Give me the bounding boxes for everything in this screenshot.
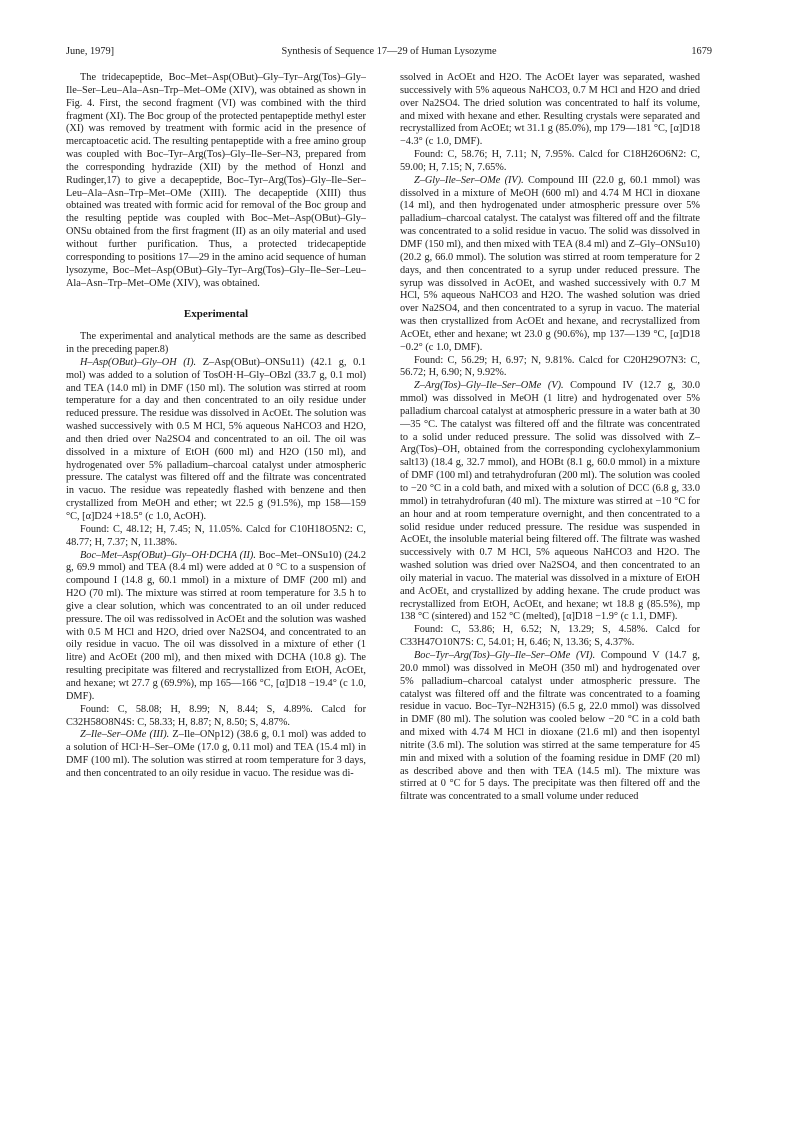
- compound-v-analysis: Found: C, 53.86; H, 6.52; N, 13.29; S, 4.58%. Calcd for C33H47O10N7S: C, 54.01; H, 6.46; N, 13.36; S, 4.37%.: [400, 624, 700, 649]
- compound-i-title: H–Asp(OBut)–Gly–OH (I).: [80, 356, 197, 368]
- compound-iv-analysis: Found: C, 56.29; H, 6.97; N, 9.81%. Calcd for C20H29O7N3: C, 56.72; H, 6.90; N, 9.92%.: [400, 354, 700, 379]
- compound-ii-text: Boc–Met–ONSu10) (24.2 g, 69.9 mmol) and TEA (8.4 ml) were added at 0 °C to a suspension of compound I (14.8 g, 60.1 mmol) in a mixture of DMF (200 ml) and H2O (70 ml). The mixture was stirred at room temperature for 3.5 h to give a clear solution, which was concentrated to an oil under reduced pressure. The oil was redissolved in AcOEt and the solution was washed with 0.5 M HCl and H2O, dried over Na2SO4, and concentrated to an oily residue in vacuo. The oil was dissolved in a mixture of ether (1 litre) and AcOEt (200 ml), and then mixed with DCHA (10.8 g). The resulting precipitate was filtered and recrystallized from EtOH, AcOEt, and hexane; wt 27.7 g (69.9%), mp 165—166 °C, [α]D18 −19.4° (c 1.0, DMF).: [66, 549, 366, 702]
- running-title: Synthesis of Sequence 17—29 of Human Lysozyme: [281, 46, 497, 57]
- journal-date: June, 1979]: [66, 46, 115, 57]
- compound-vi-title: Boc–Tyr–Arg(Tos)–Gly–Ile–Ser–OMe (VI).: [414, 649, 596, 661]
- compound-i-analysis: Found: C, 48.12; H, 7.45; N, 11.05%. Calcd for C10H18O5N2: C, 48.77; H, 7.37; N, 11.38%.: [66, 523, 366, 548]
- compound-iv-title: Z–Gly–Ile–Ser–OMe (IV).: [414, 174, 524, 186]
- compound-iii-title: Z–Ile–Ser–OMe (III).: [80, 729, 170, 741]
- compound-vi-paragraph: [400, 650, 700, 804]
- compound-vi-text: Compound V (14.7 g, 20.0 mmol) was dissolved in MeOH (350 ml) and hydrogenated over 5% palladium–charcoal catalyst under atmospheric pressure. The catalyst was filtered off and the filtrate was concentrated to a foaming residue in vacuo. Boc–Tyr–N2H315) (6.5 g, 22.0 mmol) was dissolved in DMF (80 ml). The solution was cooled below −20 °C in a cold bath and mixed with 4.74 M HCl in dioxane (21.6 ml) and then isopentyl nitrite (3.6 ml). The solution was stirred at the same temperature for 45 min and mixed with a solution of the foaming residue in DMF (20 ml) as described above and then with TEA (14.5 ml). The mixture was stirred at 0 °C for 5 days. The precipitate was then filtered off and the filtrate was concentrated to a small volume under reduced: [400, 649, 700, 803]
- left-column: [66, 72, 366, 1092]
- compound-ii-title: Boc–Met–Asp(OBut)–Gly–OH·DCHA (II).: [80, 549, 256, 561]
- compound-iii-analysis: Found: C, 58.76; H, 7.11; N, 7.95%. Calcd for C18H26O6N2: C, 59.00; H, 7.15; N, 7.65%.: [400, 149, 700, 173]
- continuation-paragraph: ssolved in AcOEt and H2O. The AcOEt layer was separated, washed successively with 5% aqueous NaHCO3, 0.7 M HCl and H2O and dried over Na2SO4. The dried solution was concentrated to half its volume, and mixed with hexane and ether. Resulting crystals were separated and recrystallized from AcOEt; wt 31.1 g (85.0%), mp 179—181 °C, [α]D18 −4.3° (c 1.0, DMF).: [400, 72, 700, 148]
- compound-v-paragraph: [400, 380, 700, 624]
- page-header: [66, 45, 712, 59]
- compound-v-title: Z–Arg(Tos)–Gly–Ile–Ser–OMe (V).: [414, 380, 564, 392]
- compound-ii-paragraph: [66, 550, 366, 704]
- compound-iii-text: Z–Ile–ONp12) (38.6 g, 0.1 mol) was added to a solution of HCl·H–Ser–OMe (17.0 g, 0.11 mol) and TEA (15.4 ml) in DMF (100 ml). The solution was stirred at room temperature for 3 days, and then concentrated to an oily residue in vacuo. The residue was di-: [66, 729, 366, 779]
- section-title-experimental: Experimental: [183, 308, 249, 321]
- page-number: 1679: [691, 46, 712, 57]
- compound-i-text: Z–Asp(OBut)–ONSu11) (42.1 g, 0.1 mol) was added to a solution of TosOH·H–Gly–OBzl (33.7 g, 0.1 mol) and TEA (14.0 ml) in DMF (150 ml). The solution was stirred at room temperature for a day and then concentrated to an oily residue under reduced pressure. The residue was dissolved in AcOEt. The solution was washed successively with 0.5 M HCl, 5% aqueous NaHCO3 and H2O, and then dried over Na2SO4 and concentrated to an oil. The oil was dissolved in a mixture of EtOH (600 ml) and H2O (150 ml), and hydrogenated over 5% palladium–charcoal catalyst under atmospheric pressure. The catalyst was filtered off and the filtrate was concentrated in vacuo. The residue was repeatedly flashed with benzene and then crystallized from MeOH and ether; wt 22.5 g (91.5%), mp 158—159 °C, [α]D24 +18.5° (c 1.0, AcOH).: [66, 356, 366, 522]
- compound-iv-text: Compound III (22.0 g, 60.1 mmol) was dissolved in a mixture of MeOH (600 ml) and 4.74 M HCl in dioxane (14 ml), and then hydrogenated under atmospheric pressure over 5% palladium–charcoal catalyst. The catalyst was filtered off and the filtrate was concentrated to a solid residue in vacuo. The solid was dissolved in DMF (150 ml), and then mixed with TEA (8.4 ml) and Z–Gly–ONSu10) (20.2 g, 66.0 mmol). The solution was stirred at room temperature for 2 days, and then concentrated to a syrup under reduced pressure. The syrup was dissolved in AcOEt, and washed successively with 0.7 M HCl, 5% aqueous NaHCO3 and H2O. The washed solution was dried over Na2SO4, and then concentrated to a syrup in vacuo. The material was then crystallized from AcOEt and hexane, and recrystallized from AcOEt, ether and hexane; wt 23.0 g (90.6%), mp 137—139 °C, [α]D18 −0.2° (c 1.0, DMF).: [400, 174, 700, 353]
- compound-i-paragraph: [66, 357, 366, 524]
- intro-paragraph: The tridecapeptide, Boc–Met–Asp(OBut)–Gly–Tyr–Arg(Tos)–Gly–Ile–Ser–Leu–Ala–Asn–Trp–Met–OMe (XIV), was obtained as shown in Fig. 4. First, the second fragment (VI) was combined with the third fragment (XI). The Boc group of the protected pentapeptide methyl ester (XI) was removed by treatment with formic acid in the presence of mercaptoacetic acid. The resulting pentapeptide with a free amino group was coupled with Boc–Tyr–Arg(Tos)–Gly–Ile–Ser–N3, prepared from the corresponding hydrazide (XII) by the method of Honzl and Rudinger,17) to give a decapeptide, Boc–Tyr–Arg(Tos)–Gly–Ile–Ser–Leu–Ala–Asn–Trp–Met–OMe (XIII). The decapeptide (XIII) thus obtained was treated with formic acid for removal of the Boc group and the resulting peptide was coupled with Boc–Met–Asp(OBut)–Gly–ONSu obtained from the first fragment (II) as an oily material and used without further purification. Thus, a protected tridecapeptide corresponding to positions 17—29 in the amino acid sequence of human lysozyme, Boc–Met–Asp(OBut)–Gly–Tyr–Arg(Tos)–Gly–Ile–Ser–Leu–Ala–Asn–Trp–Met–OMe (XIV), was obtained.: [66, 72, 366, 289]
- right-column: [400, 72, 700, 1092]
- compound-iv-paragraph: [400, 175, 700, 355]
- methods-paragraph: The experimental and analytical methods are the same as described in the preceding paper.8): [66, 331, 366, 356]
- compound-v-text: Compound IV (12.7 g, 30.0 mmol) was dissolved in MeOH (1 litre) and hydrogenated over 5% palladium charcoal catalyst at atmospheric pressure in a water bath at 30—35 °C. The catalyst was filtered off and the filtrate was concentrated to a solid under reduced pressure. The solid was dissolved with Z–Arg(Tos)–OH, obtained from the corresponding cyclohexylammonium salt13) (18.4 g, 32.7 mmol), and HOBt (8.1 g, 60.0 mmol) in a mixture of DMF (100 ml) and tetrahydrofuran (200 ml). The solution was cooled to −20 °C in a cold bath, and mixed with a solution of DCC (6.8 g, 33.0 mmol) in tetrahydrofuran (40 ml). The mixture was stirred at −10 °C for an hour and at room temperature overnight, and then concentrated to a solid residue under reduced pressure. The residue was suspended in AcOEt, the insoluble material being filtered off. The filtrate was washed successively with 0.7 M HCl, 5% aqueous NaHCO3 and H2O. The washed solution was dried over Na2SO4, and then concentrated to an oily material in vacuo. The material was dissolved in a mixture of EtOH and AcOEt, and crystallized by adding hexane. The crude product was recrystallized from EtOH, AcOEt, and hexane; wt 18.8 g (85.5%), mp 138 °C (sintered) and 152 °C (melted), [α]D18 −1.9° (c 1.1, DMF).: [400, 380, 700, 623]
- compound-ii-analysis: Found: C, 58.08; H, 8.99; N, 8.44; S, 4.89%. Calcd for C32H58O8N4S: C, 58.33; H, 8.87; N, 8.50; S, 4.87%.: [66, 703, 366, 728]
- compound-iii-paragraph: [66, 729, 366, 780]
